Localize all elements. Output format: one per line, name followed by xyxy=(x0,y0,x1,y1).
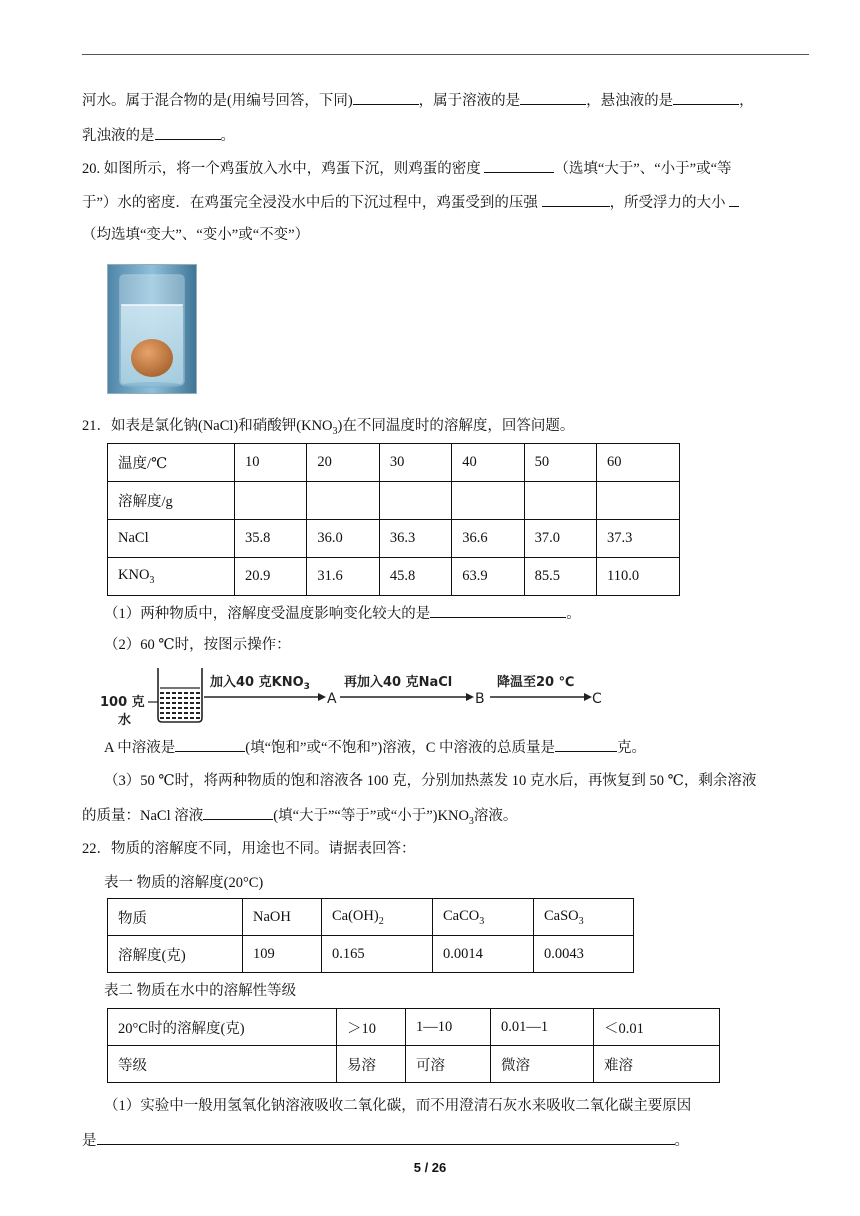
text: 22．物质的溶解度不同，用途也不同。请据表回答： xyxy=(82,841,416,857)
subscript: 3 xyxy=(479,915,485,927)
subscript: 3 xyxy=(578,915,584,927)
arrowhead-icon xyxy=(466,693,474,701)
answer-blank[interactable] xyxy=(430,603,566,618)
subscript: 3 xyxy=(332,425,338,437)
table-cell: 物质 xyxy=(108,899,243,936)
answer-blank[interactable] xyxy=(484,158,554,173)
text: 溶液。 xyxy=(473,808,518,824)
table-row xyxy=(108,899,634,936)
table-cell: 20°C时的溶解度(克) xyxy=(108,1009,337,1046)
table-cell: 30 xyxy=(379,444,451,482)
table-cell: 溶解度/g xyxy=(108,482,235,520)
question-22-title xyxy=(82,839,416,859)
text: 21．如表是氯化钠(NaCl)和硝酸钾(KNO xyxy=(82,418,333,434)
text: （3）50 ℃时，将两种物质的饱和溶液各 100 克，分别加热蒸发 10 克水后，再恢复到 50 ℃，剩余溶液 xyxy=(104,773,757,789)
answer-blank[interactable] xyxy=(542,192,610,207)
question-22-part-1-line-1 xyxy=(104,1096,691,1116)
state-C: C xyxy=(592,691,602,707)
text-line-mixtures xyxy=(82,90,754,111)
step-3-label: 降温至20 ℃ xyxy=(497,675,575,690)
text: 。 xyxy=(566,606,581,622)
answer-blank[interactable] xyxy=(520,90,586,105)
state-A: A xyxy=(327,691,337,707)
beaker-illustration xyxy=(108,265,196,393)
text: KNO xyxy=(118,567,150,584)
table-cell: NaOH xyxy=(243,899,322,936)
table-row xyxy=(108,444,680,482)
table-cell: 31.6 xyxy=(307,558,379,596)
question-21-part-1 xyxy=(104,603,581,624)
text: 表二 物质在水中的溶解性等级 xyxy=(104,983,297,999)
text: 于”）水的密度．在鸡蛋完全浸没水中后的下沉过程中，鸡蛋受到的压强 xyxy=(82,195,542,211)
table-row xyxy=(108,1009,720,1046)
procedure-diagram xyxy=(100,660,605,735)
question-22-part-1-line-2 xyxy=(82,1130,689,1151)
table-cell: 63.9 xyxy=(452,558,524,596)
text: 的质量：NaCl 溶液 xyxy=(82,808,204,824)
question-20-line-1 xyxy=(82,158,732,179)
table-cell: 0.0043 xyxy=(534,936,634,973)
arrowhead-icon xyxy=(318,693,326,701)
water-label-2: 水 xyxy=(118,713,132,728)
question-21-part-3-line-1 xyxy=(104,771,756,791)
text: 乳浊液的是 xyxy=(82,128,155,144)
text: (填“大于”“等于”或“小于”)KNO xyxy=(273,808,469,824)
subscript: 3 xyxy=(149,574,155,586)
table-cell: 20 xyxy=(307,444,379,482)
text: CaCO xyxy=(443,907,480,924)
water-label: 100 克 xyxy=(100,695,145,710)
table-cell: 85.5 xyxy=(524,558,596,596)
question-21-part-2 xyxy=(104,635,291,655)
table-row xyxy=(108,936,634,973)
text: )在不同温度时的溶解度，回答问题。 xyxy=(337,418,575,434)
table-row xyxy=(108,520,680,558)
text: 河水。属于混合物的是(用编号回答，下同) xyxy=(82,93,353,109)
text: （均选填“变大”、“变小”或“不变”） xyxy=(82,227,310,243)
text: Ca(OH) xyxy=(332,907,379,924)
table-cell: 难溶 xyxy=(594,1046,720,1083)
answer-blank[interactable] xyxy=(155,125,221,140)
table-cell: 10 xyxy=(235,444,307,482)
table-cell: 0.01—1 xyxy=(491,1009,594,1046)
question-20-line-3 xyxy=(82,225,309,245)
solubility-table-20c xyxy=(107,898,634,973)
table-cell: 易溶 xyxy=(337,1046,406,1083)
answer-blank[interactable] xyxy=(555,737,617,752)
question-21-title xyxy=(82,416,574,442)
state-B: B xyxy=(475,691,485,707)
question-21-part-3-line-2 xyxy=(82,805,517,832)
answer-blank[interactable] xyxy=(353,90,419,105)
table-cell: 45.8 xyxy=(379,558,451,596)
answer-blank[interactable] xyxy=(729,192,739,207)
table-cell: 40 xyxy=(452,444,524,482)
text: ， xyxy=(739,93,754,109)
text: 是 xyxy=(82,1133,97,1149)
table-cell: 可溶 xyxy=(406,1046,491,1083)
answer-blank[interactable] xyxy=(673,90,739,105)
table-cell: 50 xyxy=(524,444,596,482)
text: （2）60 ℃时，按图示操作： xyxy=(104,637,291,653)
table-cell: ＜0.01 xyxy=(594,1009,720,1046)
table-cell: 60 xyxy=(597,444,680,482)
text: 20. 如图所示，将一个鸡蛋放入水中，鸡蛋下沉，则鸡蛋的密度 xyxy=(82,161,485,177)
text: （1）两种物质中，溶解度受温度影响变化较大的是 xyxy=(104,606,431,622)
answer-blank[interactable] xyxy=(97,1130,675,1145)
step-1-label: 加入40 克$KNO_3$ xyxy=(210,675,310,692)
text: 。 xyxy=(674,1133,689,1149)
text: ，悬浊液的是 xyxy=(586,93,674,109)
table-cell: 1—10 xyxy=(406,1009,491,1046)
answer-blank[interactable] xyxy=(203,805,273,820)
subscript: 3 xyxy=(468,815,474,827)
table-cell: 35.8 xyxy=(235,520,307,558)
beaker-icon xyxy=(158,668,202,722)
table-cell xyxy=(322,899,433,936)
table-cell: 37.0 xyxy=(524,520,596,558)
answer-blank[interactable] xyxy=(175,737,245,752)
table-cell: 溶解度(克) xyxy=(108,936,243,973)
table-cell xyxy=(235,482,307,520)
question-20-line-2 xyxy=(82,192,739,213)
table-cell: 36.6 xyxy=(452,520,524,558)
table-cell xyxy=(524,482,596,520)
table-cell xyxy=(534,899,634,936)
table-cell: 等级 xyxy=(108,1046,337,1083)
solubility-table xyxy=(107,443,680,596)
egg-in-beaker-image xyxy=(107,264,197,394)
text: (填“饱和”或“不饱和”)溶液，C 中溶液的总质量是 xyxy=(245,740,555,756)
solubility-level-table xyxy=(107,1008,720,1083)
text: ，所受浮力的大小 xyxy=(609,195,730,211)
table-cell: 37.3 xyxy=(597,520,680,558)
table-cell xyxy=(307,482,379,520)
text: （选填“大于”、“小于”或“等 xyxy=(554,161,732,177)
table-cell: 微溶 xyxy=(491,1046,594,1083)
text: 表一 物质的溶解度(20°C) xyxy=(104,875,264,891)
text: CaSO xyxy=(544,907,579,924)
table-cell: 36.3 xyxy=(379,520,451,558)
table-cell: 温度/℃ xyxy=(108,444,235,482)
text-line-emulsion xyxy=(82,125,235,146)
table-cell xyxy=(597,482,680,520)
table-cell xyxy=(452,482,524,520)
table-row xyxy=(108,482,680,520)
table-cell: ＞10 xyxy=(337,1009,406,1046)
text: A 中溶液是 xyxy=(104,740,176,756)
text: 。 xyxy=(220,128,235,144)
arrowhead-icon xyxy=(584,693,592,701)
table-cell xyxy=(433,899,534,936)
table-cell: 0.0014 xyxy=(433,936,534,973)
table-cell: 110.0 xyxy=(597,558,680,596)
table-cell: 0.165 xyxy=(322,936,433,973)
table-cell xyxy=(108,558,235,596)
step-2-label: 再加入40 克NaCl xyxy=(344,675,453,690)
question-21-part-2-answer xyxy=(104,737,646,758)
text: 克。 xyxy=(617,740,646,756)
table-cell: 20.9 xyxy=(235,558,307,596)
text: （1）实验中一般用氢氧化钠溶液吸收二氧化碳，而不用澄清石灰水来吸收二氧化碳主要原因 xyxy=(104,1098,692,1114)
table-1-caption xyxy=(104,873,263,893)
subscript: 2 xyxy=(378,915,384,927)
table-row xyxy=(108,1046,720,1083)
table-cell: NaCl xyxy=(108,520,235,558)
table-2-caption xyxy=(104,981,296,1001)
table-cell xyxy=(379,482,451,520)
page-number: 5 / 26 xyxy=(413,1160,447,1175)
table-row xyxy=(108,558,680,596)
header-rule xyxy=(82,54,809,55)
text: ，属于溶液的是 xyxy=(418,93,521,109)
table-cell: 109 xyxy=(243,936,322,973)
table-cell: 36.0 xyxy=(307,520,379,558)
